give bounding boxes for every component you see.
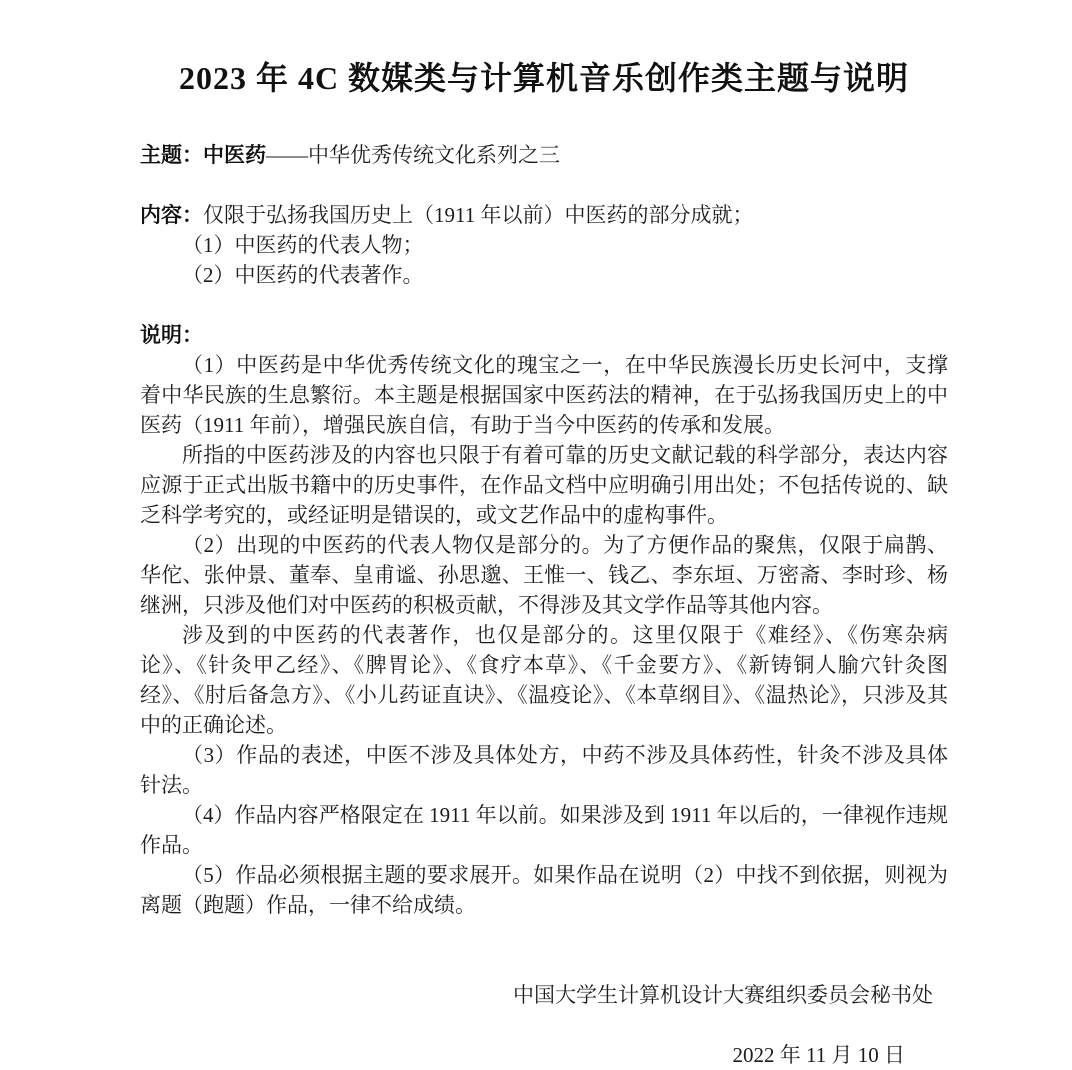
signature-line: 中国大学生计算机设计大赛组织委员会秘书处 — [513, 983, 933, 1007]
content-intro-text: 仅限于弘扬我国历史上（1911 年以前）中医药的部分成就； — [203, 203, 754, 227]
notes-paragraph-6: （4）作品内容严格限定在 1911 年以前。如果涉及到 1911 年以后的，一律视作违规作品。 — [140, 803, 948, 857]
notes-paragraph-1: （1）中医药是中华优秀传统文化的瑰宝之一，在中华民族漫长历史长河中，支撑着中华民族的生息繁衍。本主题是根据国家中医药法的精神，在于弘扬我国历史上的中医药（1911 年前），增强民族自信，有助于当今中医药的传承和发展。 — [140, 353, 948, 437]
content-label: 内容： — [140, 203, 203, 227]
notes-section — [140, 320, 948, 920]
notes-label: 说明： — [140, 323, 203, 347]
content-section — [140, 200, 948, 290]
content-item-2: （2）中医药的代表著作。 — [182, 263, 424, 287]
theme-line — [140, 140, 948, 170]
content-item-1: （1）中医药的代表人物； — [182, 233, 424, 257]
notes-paragraph-2: 所指的中医药涉及的内容也只限于有着可靠的历史文献记载的科学部分，表达内容应源于正式出版书籍中的历史事件，在作品文档中应明确引用出处；不包括传说的、缺乏科学考究的，或经证明是错误的，或文艺作品中的虚构事件。 — [140, 443, 948, 527]
notes-paragraph-7: （5）作品必须根据主题的要求展开。如果作品在说明（2）中找不到依据，则视为离题（跑题）作品，一律不给成绩。 — [140, 863, 948, 917]
theme-series: ——中华优秀传统文化系列之三 — [266, 143, 560, 167]
theme-label: 主题： — [140, 143, 203, 167]
content-intro-line — [140, 200, 948, 230]
document-title: 2023 年 4C 数媒类与计算机音乐创作类主题与说明 — [178, 60, 910, 96]
notes-paragraph-5: （3）作品的表述，中医不涉及具体处方，中药不涉及具体药性，针灸不涉及具体针法。 — [140, 743, 948, 797]
notes-paragraph-3: （2）出现的中医药的代表人物仅是部分的。为了方便作品的聚焦，仅限于扁鹊、华佗、张仲景、董奉、皇甫谧、孙思邈、王惟一、钱乙、李东垣、万密斋、李时珍、杨继洲，只涉及他们对中医药的积极贡献，不得涉及其文学作品等其他内容。 — [140, 533, 948, 617]
date-line: 2022 年 11 月 10 日 — [732, 1043, 905, 1067]
notes-paragraph-4: 涉及到的中医药的代表著作，也仅是部分的。这里仅限于《难经》、《伤寒杂病论》、《针灸甲乙经》、《脾胃论》、《食疗本草》、《千金要方》、《新铸铜人腧穴针灸图经》、《肘后备急方》、《小儿药证直诀》、《温疫论》、《本草纲目》、《温热论》，只涉及其中的正确论述。 — [140, 623, 948, 737]
theme-name: 中医药 — [203, 143, 266, 167]
